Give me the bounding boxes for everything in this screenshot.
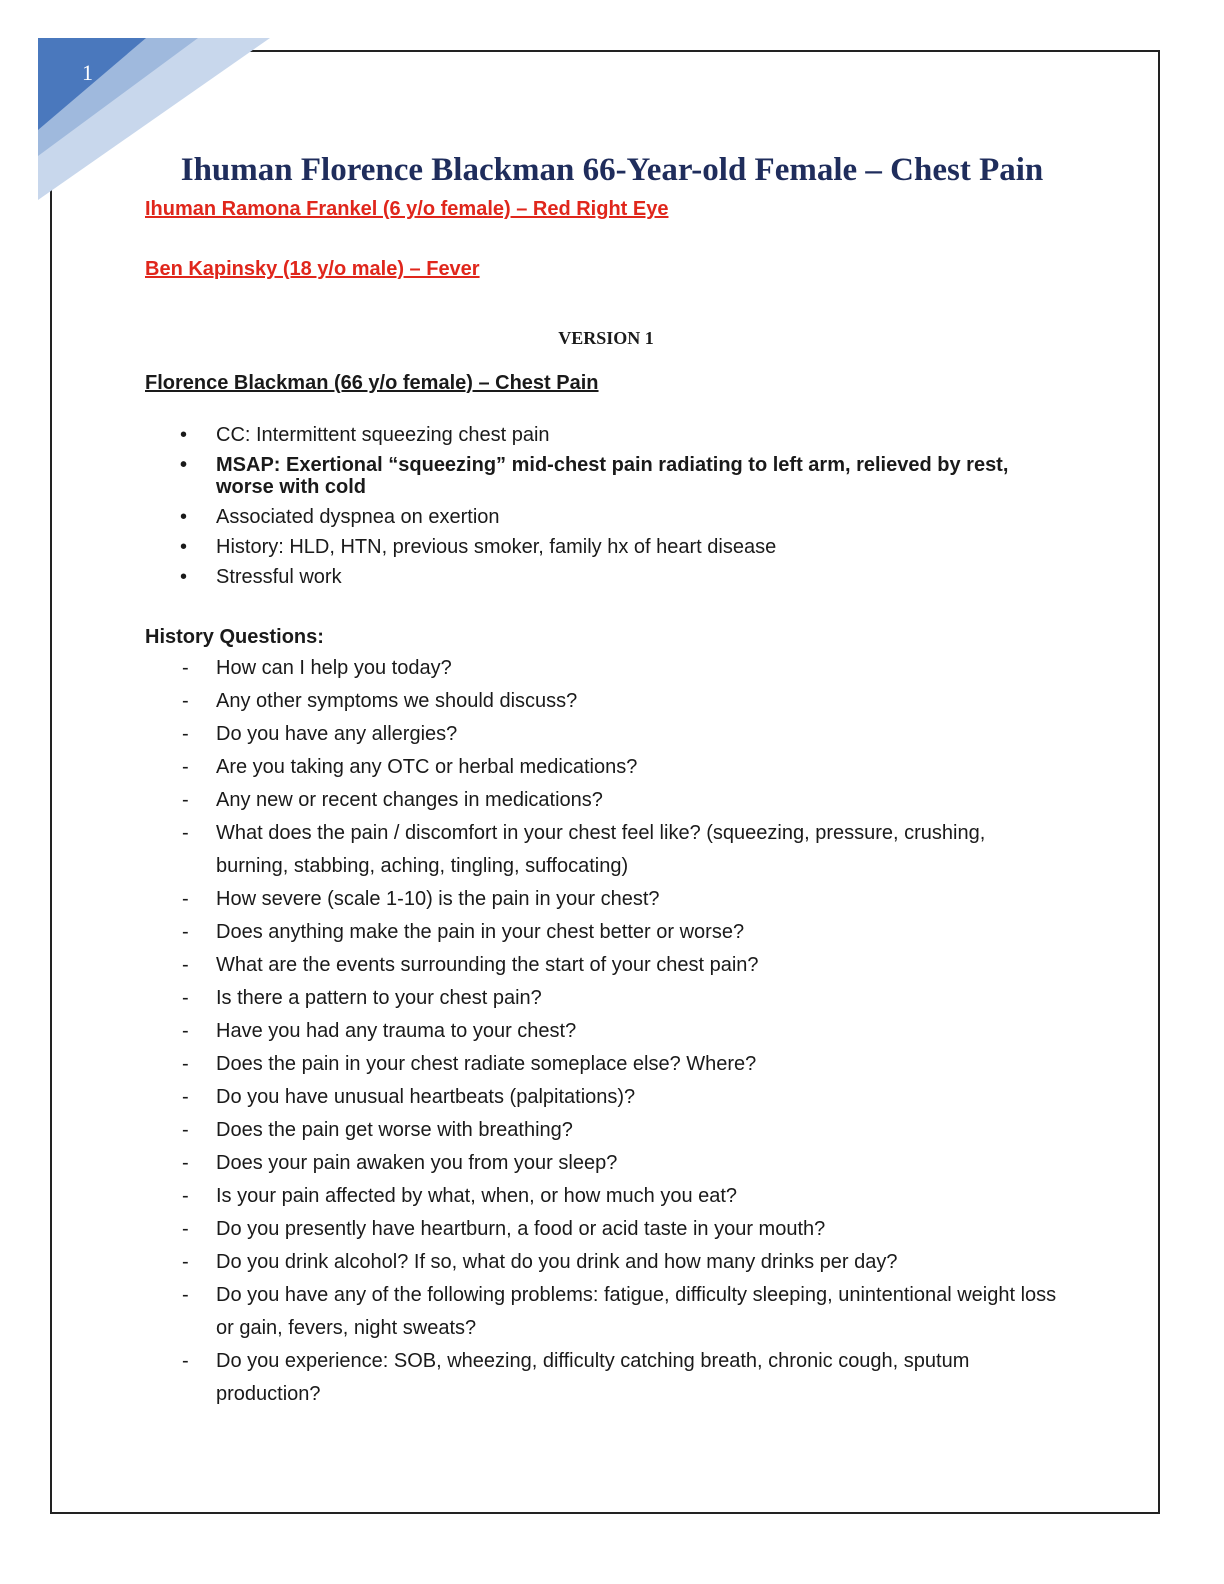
question-item: - Does anything make the pain in your chest better or worse? <box>180 916 1060 949</box>
question-item: - Any other symptoms we should discuss? <box>180 685 1060 718</box>
question-item: - Do you experience: SOB, wheezing, difficulty catching breath, chronic cough, sputum production? <box>180 1345 1060 1411</box>
link-ramona-frankel[interactable]: Ihuman Ramona Frankel (6 y/o female) – Red Right Eye <box>145 198 669 220</box>
history-questions-title: History Questions: <box>145 626 324 648</box>
summary-item: • MSAP: Exertional “squeezing” mid-chest pain radiating to left arm, relieved by rest, worse with cold <box>180 454 1060 498</box>
summary-list <box>180 424 1060 596</box>
summary-item: • History: HLD, HTN, previous smoker, family hx of heart disease <box>180 536 1060 558</box>
summary-item: • CC: Intermittent squeezing chest pain <box>180 424 1060 446</box>
question-item: - Does the pain in your chest radiate someplace else? Where? <box>180 1048 1060 1081</box>
link-ben-kapinsky[interactable]: Ben Kapinsky (18 y/o male) – Fever <box>145 258 480 280</box>
history-questions-list <box>180 652 1060 1411</box>
summary-item: • Associated dyspnea on exertion <box>180 506 1060 528</box>
question-item: - Do you have any of the following problems: fatigue, difficulty sleeping, unintentional weight loss or gain, fevers, night sweats? <box>180 1279 1060 1345</box>
question-item: - Does the pain get worse with breathing? <box>180 1114 1060 1147</box>
question-item: - Do you have any allergies? <box>180 718 1060 751</box>
question-item: - Have you had any trauma to your chest? <box>180 1015 1060 1048</box>
question-item: - Is your pain affected by what, when, or how much you eat? <box>180 1180 1060 1213</box>
question-item: - Is there a pattern to your chest pain? <box>180 982 1060 1015</box>
question-item: - Do you presently have heartburn, a food or acid taste in your mouth? <box>180 1213 1060 1246</box>
question-item: - What does the pain / discomfort in your chest feel like? (squeezing, pressure, crushing, burning, stabbing, aching, tingling, suffocating) <box>180 817 1060 883</box>
question-item: - How can I help you today? <box>180 652 1060 685</box>
question-item: - What are the events surrounding the start of your chest pain? <box>180 949 1060 982</box>
question-item: - Do you drink alcohol? If so, what do you drink and how many drinks per day? <box>180 1246 1060 1279</box>
question-item: - Are you taking any OTC or herbal medications? <box>180 751 1060 784</box>
case-section-title: Florence Blackman (66 y/o female) – Chest Pain <box>145 372 599 394</box>
question-item: - How severe (scale 1-10) is the pain in your chest? <box>180 883 1060 916</box>
summary-item: • Stressful work <box>180 566 1060 588</box>
page-number: 1 <box>82 60 93 85</box>
version-label: VERSION 1 <box>558 328 654 348</box>
question-item: - Do you have unusual heartbeats (palpitations)? <box>180 1081 1060 1114</box>
question-item: - Any new or recent changes in medications? <box>180 784 1060 817</box>
document-title: Ihuman Florence Blackman 66-Year-old Female – Chest Pain <box>180 152 1044 188</box>
question-item: - Does your pain awaken you from your sleep? <box>180 1147 1060 1180</box>
